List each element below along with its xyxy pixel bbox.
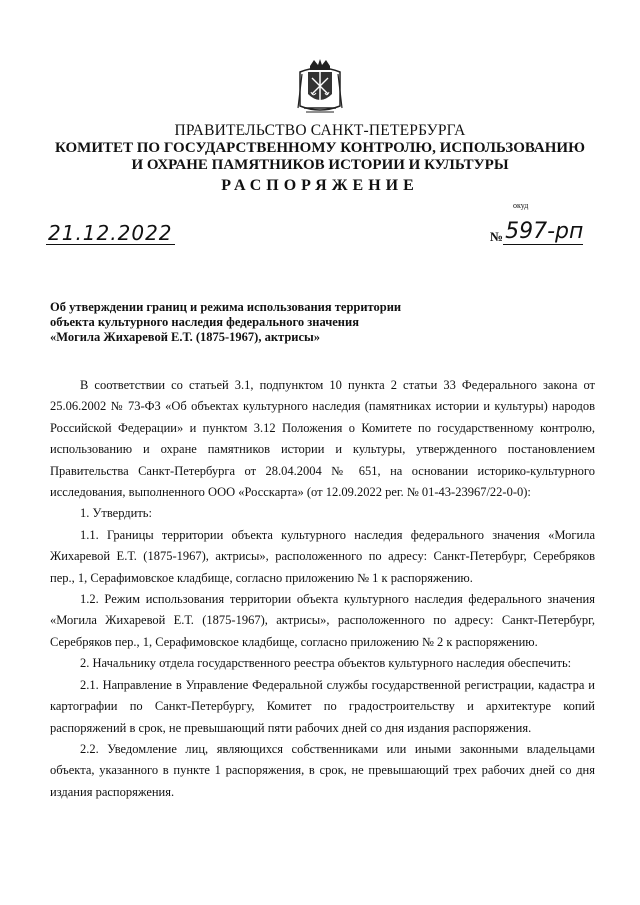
okud-label: окуд [513, 201, 529, 210]
committee-title [50, 140, 590, 174]
document-body [50, 375, 595, 803]
subject-line3: «Могила Жихаревой Е.Т. (1875-1967), актрисы» [50, 330, 321, 344]
government-title: ПРАВИТЕЛЬСТВО САНКТ-ПЕТЕРБУРГА [174, 122, 466, 139]
paragraph-item-2-2: 2.2. Уведомление лиц, являющихся собственниками или иными законными владельцами объекта, указанного в пункте 1 распоряжения, в срок, не превышающий трех рабочих дней со дня издания распоряжения. [50, 741, 595, 799]
paragraph-item-1-1: 1.1. Границы территории объекта культурного наследия федерального значения «Могила Жихаревой Е.Т. (1875-1967), актрисы», расположенного по адресу: Санкт-Петербург, Серебряков пер., 1, Серафимовское кладбище, согласно приложению № 1 к распоряжению. [50, 527, 595, 585]
paragraph-item-1: 1. Утвердить: [80, 506, 152, 521]
paragraph-item-2: 2. Начальнику отдела государственного реестра объектов культурного наследия обеспечить: [80, 656, 572, 671]
number-value: 597-рп [505, 219, 584, 244]
number-sign: № [490, 229, 504, 244]
committee-title-line1: КОМИТЕТ ПО ГОСУДАРСТВЕННОМУ КОНТРОЛЮ, ИСПОЛЬЗОВАНИЮ [55, 140, 585, 156]
subject-line1: Об утверждении границ и режима использования территории [50, 300, 402, 314]
document-subject [50, 300, 470, 345]
document-type: РАСПОРЯЖЕНИЕ [221, 177, 419, 194]
paragraph-item-2-1: 2.1. Направление в Управление Федеральной службы государственной регистрации, кадастра и картографии по Санкт-Петербургу, Комитет по градостроительству и архитектуре копий распоряжений в срок, не превышающий пяти рабочих дней со дня издания распоряжения. [50, 677, 595, 735]
document-date: 21.12.2022 [48, 221, 173, 245]
document-number [490, 220, 583, 245]
subject-line2: объекта культурного наследия федерального значения [50, 315, 359, 329]
paragraph-item-1-2: 1.2. Режим использования территории объекта культурного наследия федерального значения «Могила Жихаревой Е.Т. (1875-1967), актрисы», расположенного по адресу: Санкт-Петербург, Серебряков пер., 1, Серафимовское кладбище, согласно приложению № 2 к распоряжению. [50, 592, 595, 649]
paragraph-preamble: В соответствии со статьей 3.1, подпунктом 10 пункта 2 статьи 33 Федерального закона от 25.06.2002 № 73-ФЗ «Об объектах культурного наследия (памятниках истории и культуры) народов Российской Федерации» и пунктом 3.12 Положения о Комитете по государственному контролю, использованию и охране памятников истории и культуры, утвержденного постановлением Правительства Санкт-Петербурга от 28.04.2004 № 651, на основании историко-культурного исследования, выполненного ООО «Росскарта» (от 12.09.2022 рег. № 01-43-23967/22-0-0): [50, 378, 595, 500]
coat-of-arms-icon [296, 58, 344, 116]
committee-title-line2: И ОХРАНЕ ПАМЯТНИКОВ ИСТОРИИ И КУЛЬТУРЫ [131, 157, 509, 173]
